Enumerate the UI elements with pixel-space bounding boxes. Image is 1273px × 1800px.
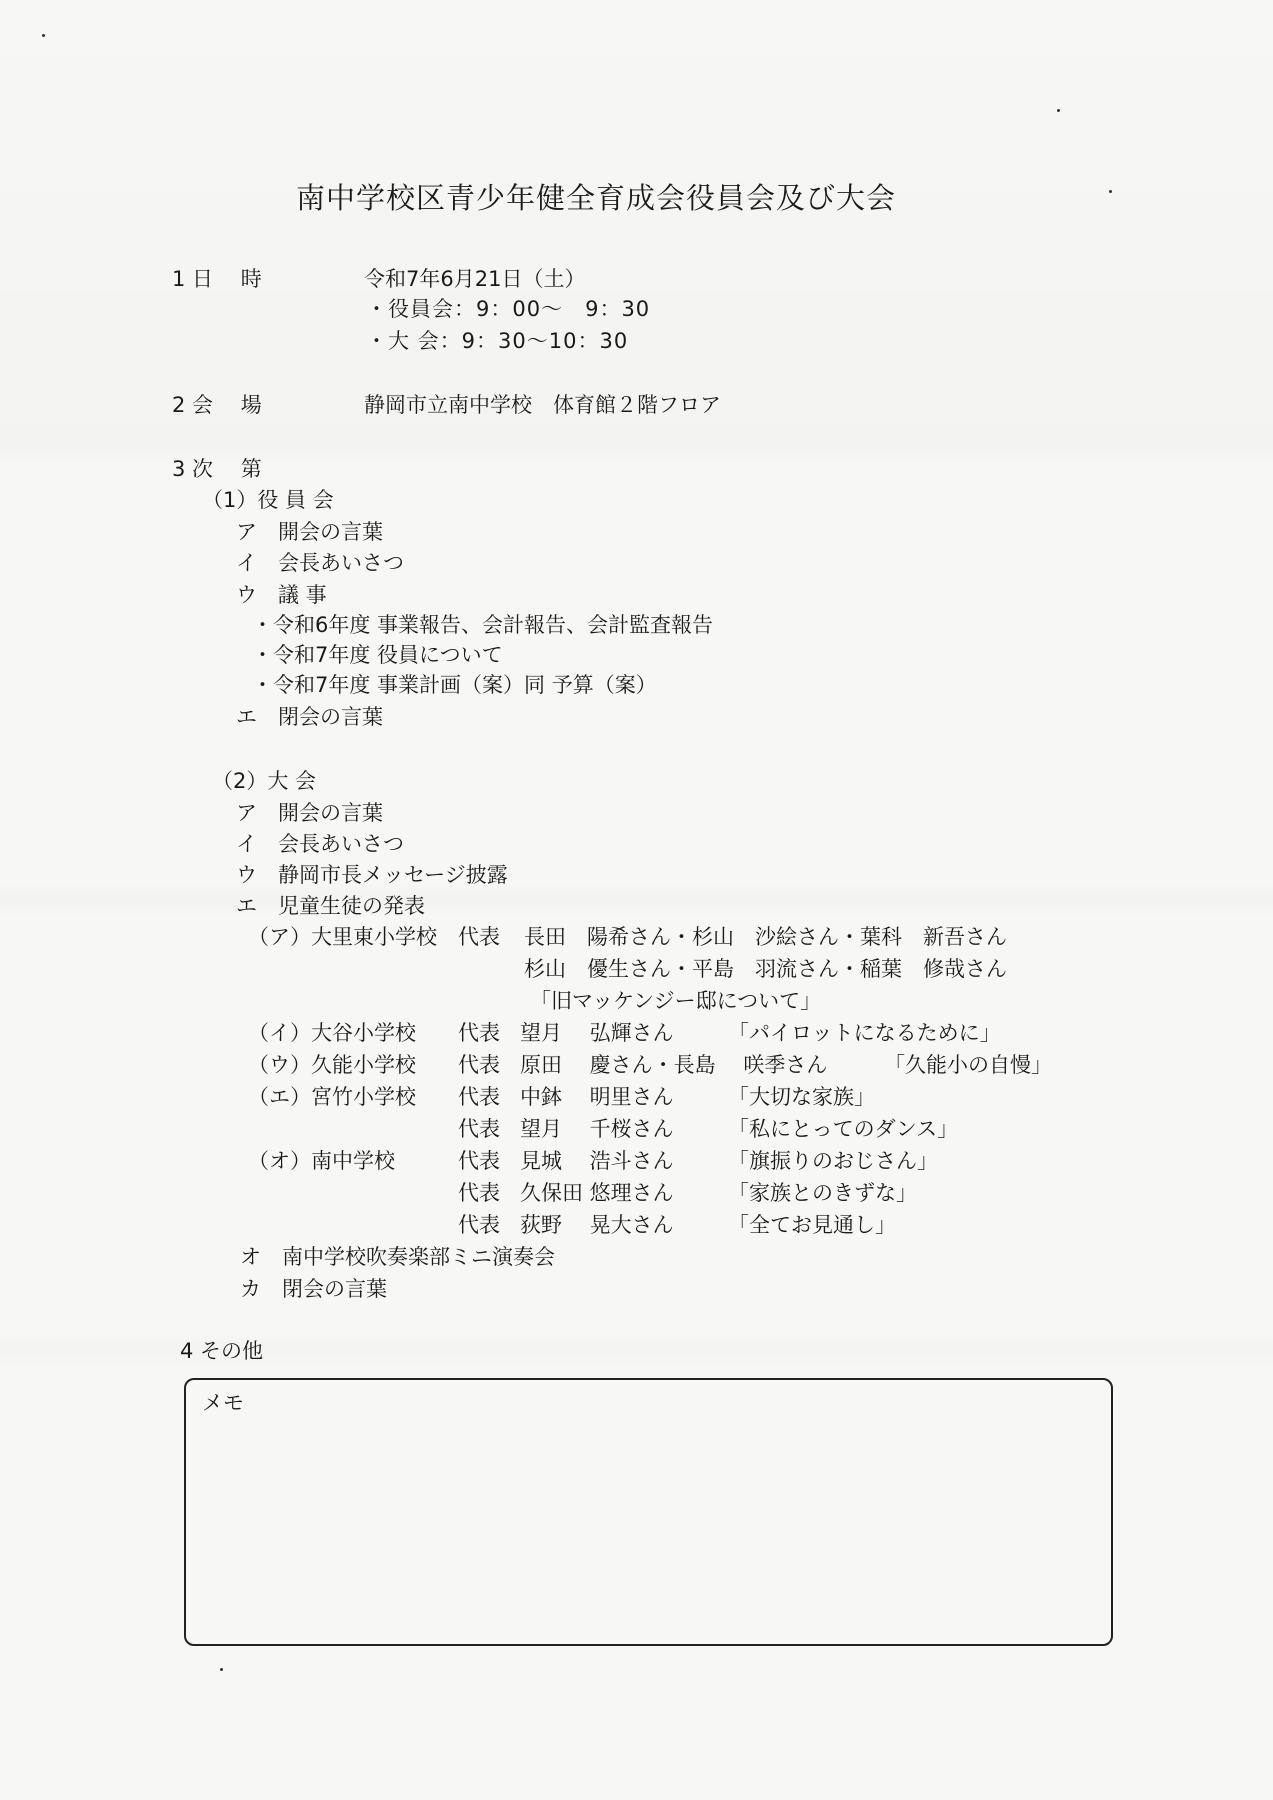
scan-speck [220,1668,223,1671]
presentation-topic: 「私にとってのダンス」 [728,1117,959,1141]
section2-label: 2 会 場 [172,393,262,417]
presentation-rep: 代表 [458,1021,500,1045]
presentation-topic: 「大切な家族」 [728,1085,875,1109]
document-title: 南中学校区青少年健全育成会役員会及び大会 [296,181,897,215]
presentation-names: 久保田 悠理さん [520,1181,674,1205]
presentation-topic: 「パイロットになるために」 [728,1021,1001,1045]
part1-item: ウ 議 事 [236,583,327,607]
presentation-names: 望月 千桜さん [520,1117,674,1141]
part2-item: オ 南中学校吹奏楽部ミニ演奏会 [240,1245,555,1269]
memo-label: メモ [202,1391,244,1415]
part1-item: ア 開会の言葉 [236,520,383,544]
presentation-topic: 「全てお見通し」 [728,1213,896,1237]
presentation-rep: 代表 [458,1213,500,1237]
section3-label: 3 次 第 [172,457,262,481]
part2-heading: （2）大 会 [212,769,317,793]
presentation-rep: 代表 [458,1149,500,1173]
presentation-school: （エ）宮竹小学校 [248,1085,416,1109]
presentation-school: （イ）大谷小学校 [248,1021,416,1045]
venue: 静岡市立南中学校 体育館２階フロア [364,393,721,417]
agenda-item: ・令和6年度 事業報告、会計報告、会計監査報告 [252,613,714,637]
presentation-names: 望月 弘輝さん [520,1021,674,1045]
presentation-topic: 「家族とのきずな」 [728,1181,917,1205]
presentation-rep: 代表 [458,1085,500,1109]
presentation-names: 荻野 晃大さん [520,1213,674,1237]
presentation-names: 原田 慶さん・長島 咲季さん [520,1053,828,1077]
part2-item: ウ 静岡市長メッセージ披露 [236,863,508,887]
presentation-topic: 「旗振りのおじさん」 [728,1149,938,1173]
schedule-officers: ・役員会：9：00～ 9：30 [366,297,651,321]
section4-label: 4 その他 [180,1339,264,1363]
presentation-school: （ウ）久能小学校 [248,1053,416,1077]
scan-speck [1109,190,1112,193]
schedule-convention: ・大 会：9：30～10：30 [366,329,629,353]
presentation-names: 杉山 優生さん・平島 羽流さん・稲葉 修哉さん [524,957,1007,981]
part1-heading: （1）役 員 会 [202,488,334,512]
scan-speck [1057,109,1060,112]
part1-item: イ 会長あいさつ [236,551,404,575]
part2-item: エ 児童生徒の発表 [236,894,425,918]
presentation-topic: 「旧マッケンジー邸について」 [530,989,822,1013]
event-date: 令和7年6月21日（土） [364,267,586,291]
memo-box [184,1378,1113,1646]
scan-speck [42,34,45,37]
presentation-names: 見城 浩斗さん [520,1149,674,1173]
presentation-names: 中鉢 明里さん [520,1085,674,1109]
presentation-topic: 「久能小の自慢」 [884,1053,1052,1077]
presentation-rep: 代表 [458,1053,500,1077]
part2-item: カ 閉会の言葉 [240,1277,387,1301]
presentation-school: （ア）大里東小学校 [248,925,437,949]
part1-closing: エ 閉会の言葉 [236,705,383,729]
part2-item: ア 開会の言葉 [236,801,383,825]
presentation-school: （オ）南中学校 [248,1149,395,1173]
presentation-rep: 代表 [458,925,500,949]
presentation-rep: 代表 [458,1181,500,1205]
section1-label: 1 日 時 [172,267,262,291]
agenda-item: ・令和7年度 事業計画（案）同 予算（案） [252,673,657,697]
presentation-names: 長田 陽希さん・杉山 沙絵さん・葉科 新吾さん [524,925,1007,949]
part2-item: イ 会長あいさつ [236,832,404,856]
agenda-item: ・令和7年度 役員について [252,643,503,667]
presentation-rep: 代表 [458,1117,500,1141]
